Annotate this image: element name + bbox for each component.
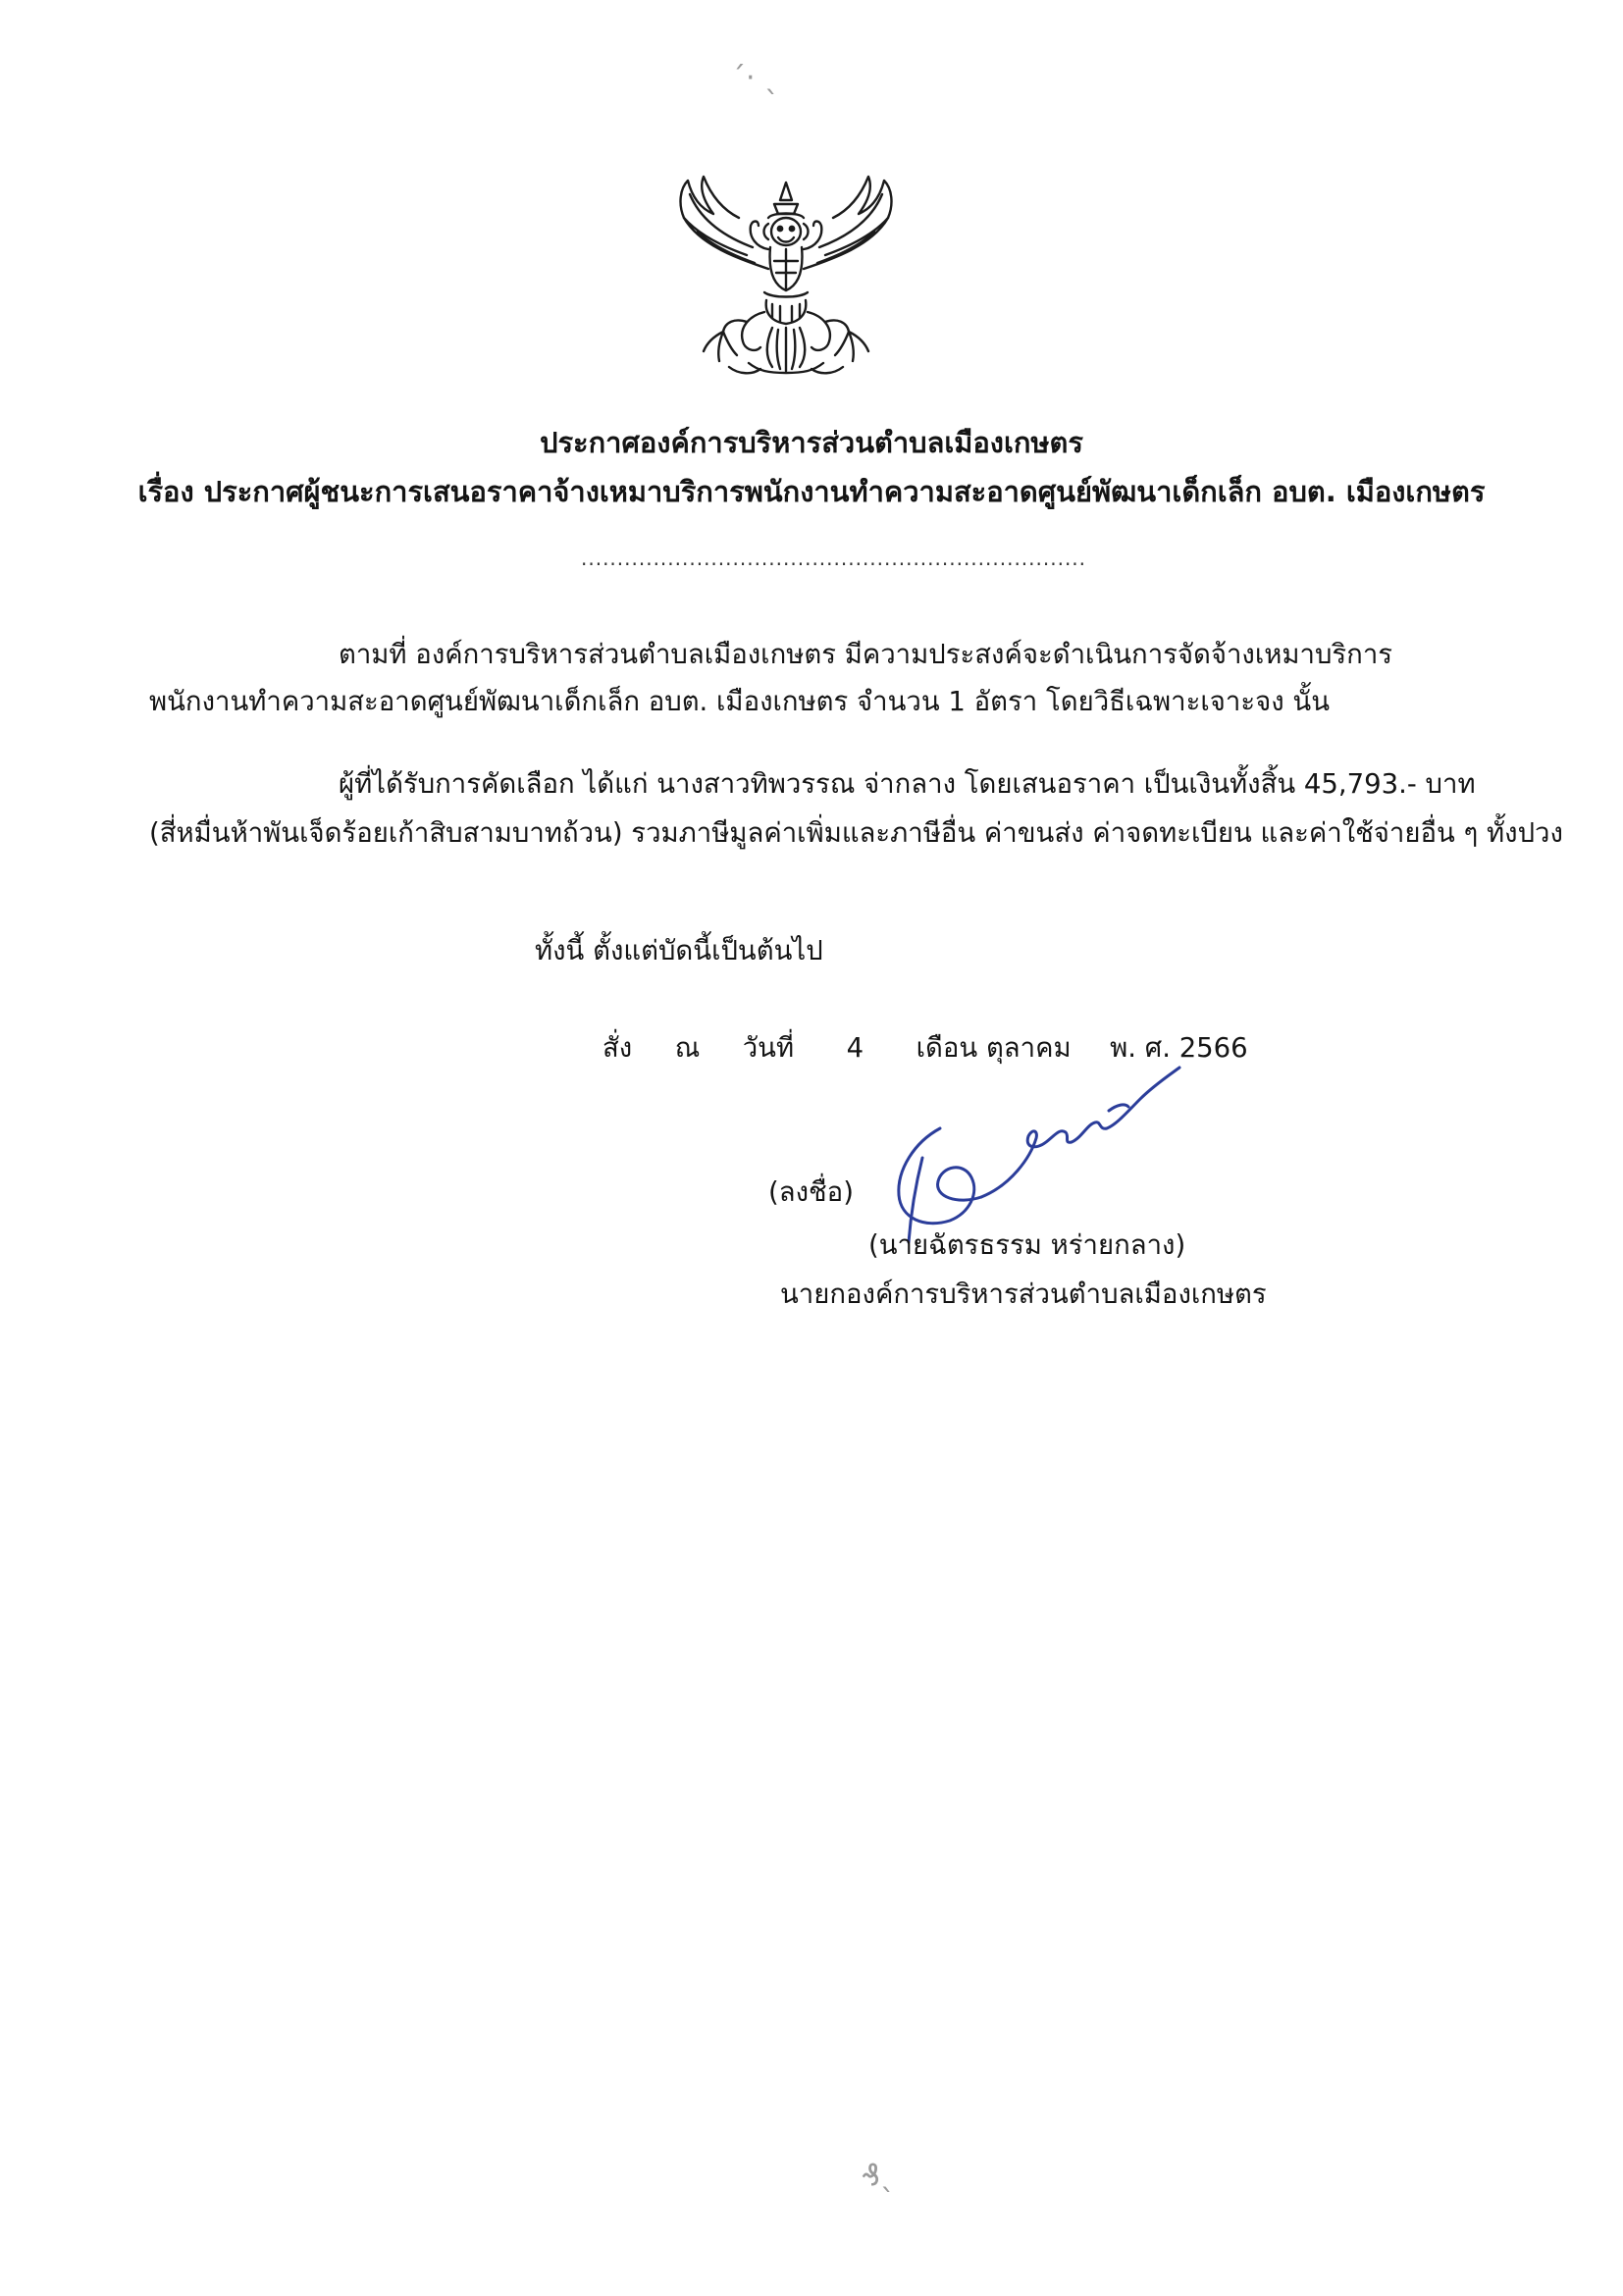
header-separator: ...................................................................... [581, 547, 1087, 570]
date-order-word: สั่ง [602, 1032, 633, 1064]
paragraph-1-line-1: ตามที่ องค์การบริหารส่วนตำบลเมืองเกษตร มีความประสงค์จะดำเนินการจัดจ้างเหมาบริการ [339, 639, 1393, 670]
page-title: ประกาศองค์การบริหารส่วนตำบลเมืองเกษตร [540, 426, 1083, 459]
date-month-label: เดือน [916, 1032, 978, 1064]
scan-speck-top: ˊ· ˎ [731, 61, 780, 95]
paragraph-2-line-1: ผู้ที่ได้รับการคัดเลือก ได้แก่ นางสาวทิพวรรณ จ่ากลาง โดยเสนอราคา เป็นเงินทั้งสิ้น 45,793.- บาท [339, 768, 1476, 800]
scan-speck-bottom: ₰ˎ [862, 2159, 896, 2193]
paragraph-1-line-2: พนักงานทำความสะอาดศูนย์พัฒนาเด็กเล็ก อบต. เมืองเกษตร จำนวน 1 อัตรา โดยวิธีเฉพาะเจาะจง นั้น [149, 686, 1331, 717]
garuda-emblem-icon [670, 175, 902, 377]
handwritten-signature [864, 1060, 1187, 1246]
date-day-label: วันที่ [742, 1032, 795, 1064]
date-month-value: ตุลาคม [985, 1032, 1072, 1064]
date-day-value: 4 [846, 1032, 864, 1064]
paragraph-2-line-2: (สี่หมื่นห้าพันเจ็ดร้อยเก้าสิบสามบาทถ้วน) รวมภาษีมูลค่าเพิ่มและภาษีอื่น ค่าขนส่ง ค่าจดทะเบียน และค่าใช้จ่ายอื่น ๆ ทั้งปวง [149, 817, 1563, 849]
signatory-position: นายกองค์การบริหารส่วนตำบลเมืองเกษตร [780, 1278, 1267, 1310]
date-at-word: ณ [674, 1032, 701, 1064]
subject-line: เรื่อง ประกาศผู้ชนะการเสนอราคาจ้างเหมาบริการพนักงานทำความสะอาดศูนย์พัฒนาเด็กเล็ก อบต. เมืองเกษตร [137, 475, 1486, 508]
sign-label: (ลงชื่อ) [768, 1176, 854, 1208]
effective-clause: ทั้งนี้ ตั้งแต่บัดนี้เป็นต้นไป [535, 935, 823, 966]
date-era-label: พ. ศ. [1110, 1032, 1171, 1064]
date-year-value: 2566 [1178, 1032, 1248, 1064]
signatory-name: (นายฉัตรธรรม หร่ายกลาง) [868, 1229, 1186, 1261]
